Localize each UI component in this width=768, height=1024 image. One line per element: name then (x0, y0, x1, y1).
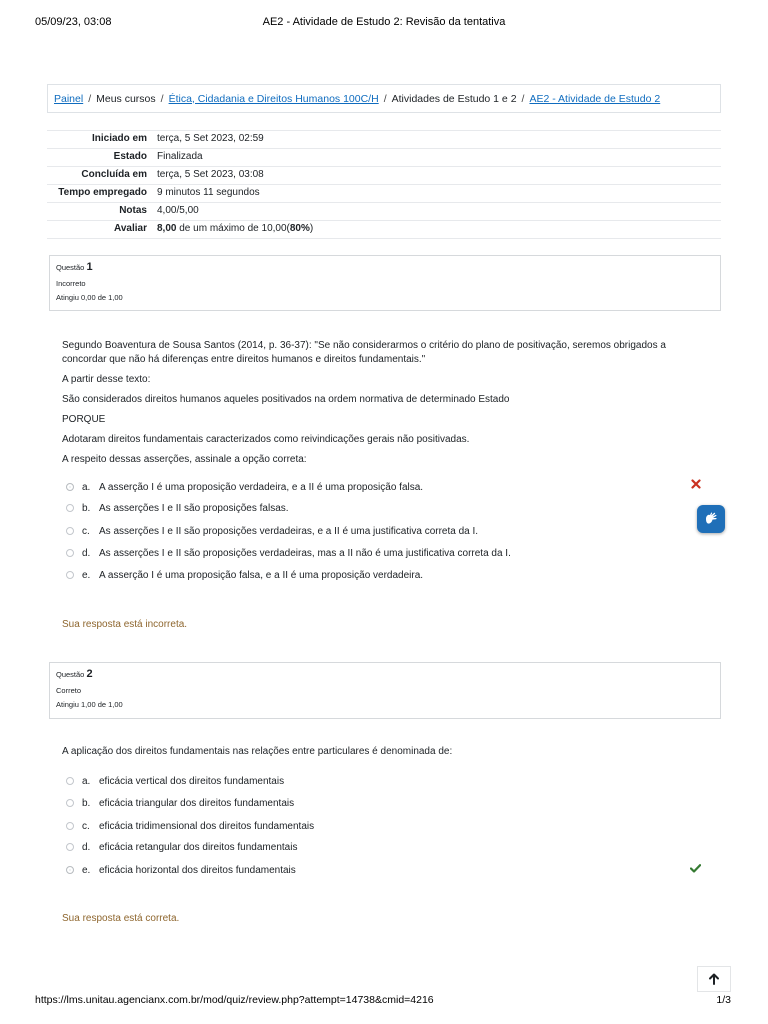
summary-row-grade (47, 221, 721, 239)
summary-label: Tempo empregado (47, 185, 153, 203)
option-letter: d. (82, 547, 91, 559)
summary-row-marks (47, 203, 721, 221)
attempt-summary-table (47, 130, 721, 239)
question-paragraph: PORQUE (62, 414, 106, 425)
question-2-text (62, 745, 702, 765)
summary-value: terça, 5 Set 2023, 02:59 (153, 131, 721, 149)
answer-option[interactable] (66, 523, 696, 539)
answer-option[interactable] (66, 773, 696, 789)
answer-radio[interactable] (66, 527, 74, 535)
print-page-number: 1/3 (716, 994, 731, 1006)
answer-radio[interactable] (66, 799, 74, 807)
breadcrumb (47, 84, 721, 113)
option-text: As asserções I e II são proposições verdadeiras, mas a II não é uma justificativa correta da I. (99, 547, 511, 559)
option-letter: b. (82, 797, 91, 809)
summary-label: Avaliar (47, 221, 153, 239)
answer-option[interactable] (66, 839, 696, 855)
summary-row-completed (47, 167, 721, 185)
option-text: eficácia retangular dos direitos fundamentais (99, 841, 298, 853)
question-grade: Atingiu 0,00 de 1,00 (56, 293, 123, 302)
option-letter: a. (82, 481, 91, 493)
grade-close-paren: ) (309, 223, 314, 234)
breadcrumb-separator: / (383, 92, 387, 105)
answer-radio[interactable] (66, 571, 74, 579)
answer-radio[interactable] (66, 504, 74, 512)
option-letter: e. (82, 864, 91, 876)
summary-row-started (47, 131, 721, 149)
answer-feedback-incorrect: Sua resposta está incorreta. (62, 619, 188, 630)
question-paragraph: São considerados direitos humanos aqueles positivados na ordem normativa de determinado Estado (62, 394, 510, 405)
question-number-value: 1 (86, 261, 93, 273)
answer-radio[interactable] (66, 843, 74, 851)
answer-option[interactable] (66, 567, 696, 583)
breadcrumb-course-link[interactable]: Ética, Cidadania e Direitos Humanos 100C/H (168, 92, 379, 105)
option-letter: a. (82, 775, 91, 787)
grade-max-text: de um máximo de 10,00( (176, 223, 290, 234)
breadcrumb-separator: / (88, 92, 92, 105)
close-icon (691, 478, 701, 492)
answer-option[interactable] (66, 545, 696, 561)
question-paragraph: A aplicação dos direitos fundamentais nas relações entre particulares é denominada de: (62, 746, 453, 757)
answer-option[interactable] (66, 862, 696, 878)
option-letter: b. (82, 502, 91, 514)
option-letter: d. (82, 841, 91, 853)
print-url: https://lms.unitau.agencianx.com.br/mod/quiz/review.php?attempt=14738&cmid=4216 (35, 994, 434, 1006)
question-state: Incorreto (56, 279, 86, 288)
breadcrumb-section: Atividades de Estudo 1 e 2 (391, 92, 517, 105)
question-grade: Atingiu 1,00 de 1,00 (56, 700, 123, 709)
answer-radio[interactable] (66, 777, 74, 785)
check-icon (690, 862, 701, 876)
answer-radio-selected[interactable] (66, 866, 74, 874)
answer-option[interactable] (66, 818, 696, 834)
arrow-up-icon (708, 973, 720, 985)
summary-row-state (47, 149, 721, 167)
question-1-info (49, 255, 721, 311)
print-footer (35, 994, 733, 1010)
summary-value: Finalizada (153, 149, 721, 167)
question-paragraph: Adotaram direitos fundamentais caracterizados como reivindicações gerais não positivadas. (62, 434, 470, 445)
print-title: AE2 - Atividade de Estudo 2: Revisão da tentativa (262, 16, 506, 28)
answer-feedback-correct: Sua resposta está correta. (62, 913, 180, 924)
breadcrumb-separator: / (521, 92, 525, 105)
question-state: Correto (56, 686, 82, 695)
summary-label: Estado (47, 149, 153, 167)
answer-option[interactable] (66, 479, 696, 495)
breadcrumb-painel-link[interactable]: Painel (54, 92, 84, 105)
option-text: As asserções I e II são proposições falsas. (99, 502, 289, 514)
grade-value: 8,00 (157, 223, 177, 234)
option-text: A asserção I é uma proposição verdadeira, e a II é uma proposição falsa. (99, 481, 424, 493)
back-to-top-button[interactable] (697, 966, 731, 992)
question-number (56, 667, 714, 682)
question-prefix: Questão (56, 263, 85, 272)
summary-label: Concluída em (47, 167, 153, 185)
option-letter: e. (82, 569, 91, 581)
close-icon-svg (691, 479, 701, 489)
question-number-value: 2 (86, 668, 93, 680)
option-letter: c. (82, 525, 90, 537)
answer-radio-selected[interactable] (66, 483, 74, 491)
answer-radio[interactable] (66, 822, 74, 830)
print-datetime: 05/09/23, 03:08 (35, 16, 112, 28)
summary-value (153, 221, 721, 239)
answer-radio[interactable] (66, 549, 74, 557)
summary-value: 9 minutos 11 segundos (153, 185, 721, 203)
question-paragraph: A partir desse texto: (62, 374, 151, 385)
question-prefix: Questão (56, 670, 85, 679)
option-text: eficácia tridimensional dos direitos fundamentais (99, 820, 315, 832)
check-icon-svg (690, 864, 701, 873)
question-paragraph: Segundo Boaventura de Sousa Santos (2014, p. 36-37): "Se não considerarmos o critério do plano de positivação, seremos obrigados a concordar que não há diferenças entre direitos humanos e direitos fundamentais." (62, 340, 666, 365)
option-text: A asserção I é uma proposição falsa, e a II é uma proposição verdadeira. (99, 569, 424, 581)
breadcrumb-separator: / (160, 92, 164, 105)
answer-option[interactable] (66, 500, 696, 516)
question-1-text (62, 339, 702, 473)
print-header (35, 16, 733, 32)
option-text: eficácia triangular dos direitos fundamentais (99, 797, 295, 809)
option-text: eficácia horizontal dos direitos fundamentais (99, 864, 296, 876)
summary-label: Iniciado em (47, 131, 153, 149)
summary-row-time-taken (47, 185, 721, 203)
option-text: As asserções I e II são proposições verdadeiras, e a II é uma justificativa correta da I. (99, 525, 479, 537)
summary-value: terça, 5 Set 2023, 03:08 (153, 167, 721, 185)
accessibility-button[interactable] (697, 505, 725, 533)
breadcrumb-meus-cursos: Meus cursos (96, 92, 156, 105)
sign-language-icon (702, 510, 720, 528)
summary-label: Notas (47, 203, 153, 221)
option-letter: c. (82, 820, 90, 832)
summary-value: 4,00/5,00 (153, 203, 721, 221)
question-number (56, 260, 714, 275)
breadcrumb-activity-link[interactable]: AE2 - Atividade de Estudo 2 (529, 92, 661, 105)
question-2-info (49, 662, 721, 719)
grade-percent: 80% (289, 223, 310, 234)
option-text: eficácia vertical dos direitos fundamentais (99, 775, 285, 787)
answer-option[interactable] (66, 795, 696, 811)
question-paragraph: A respeito dessas asserções, assinale a opção correta: (62, 454, 307, 465)
